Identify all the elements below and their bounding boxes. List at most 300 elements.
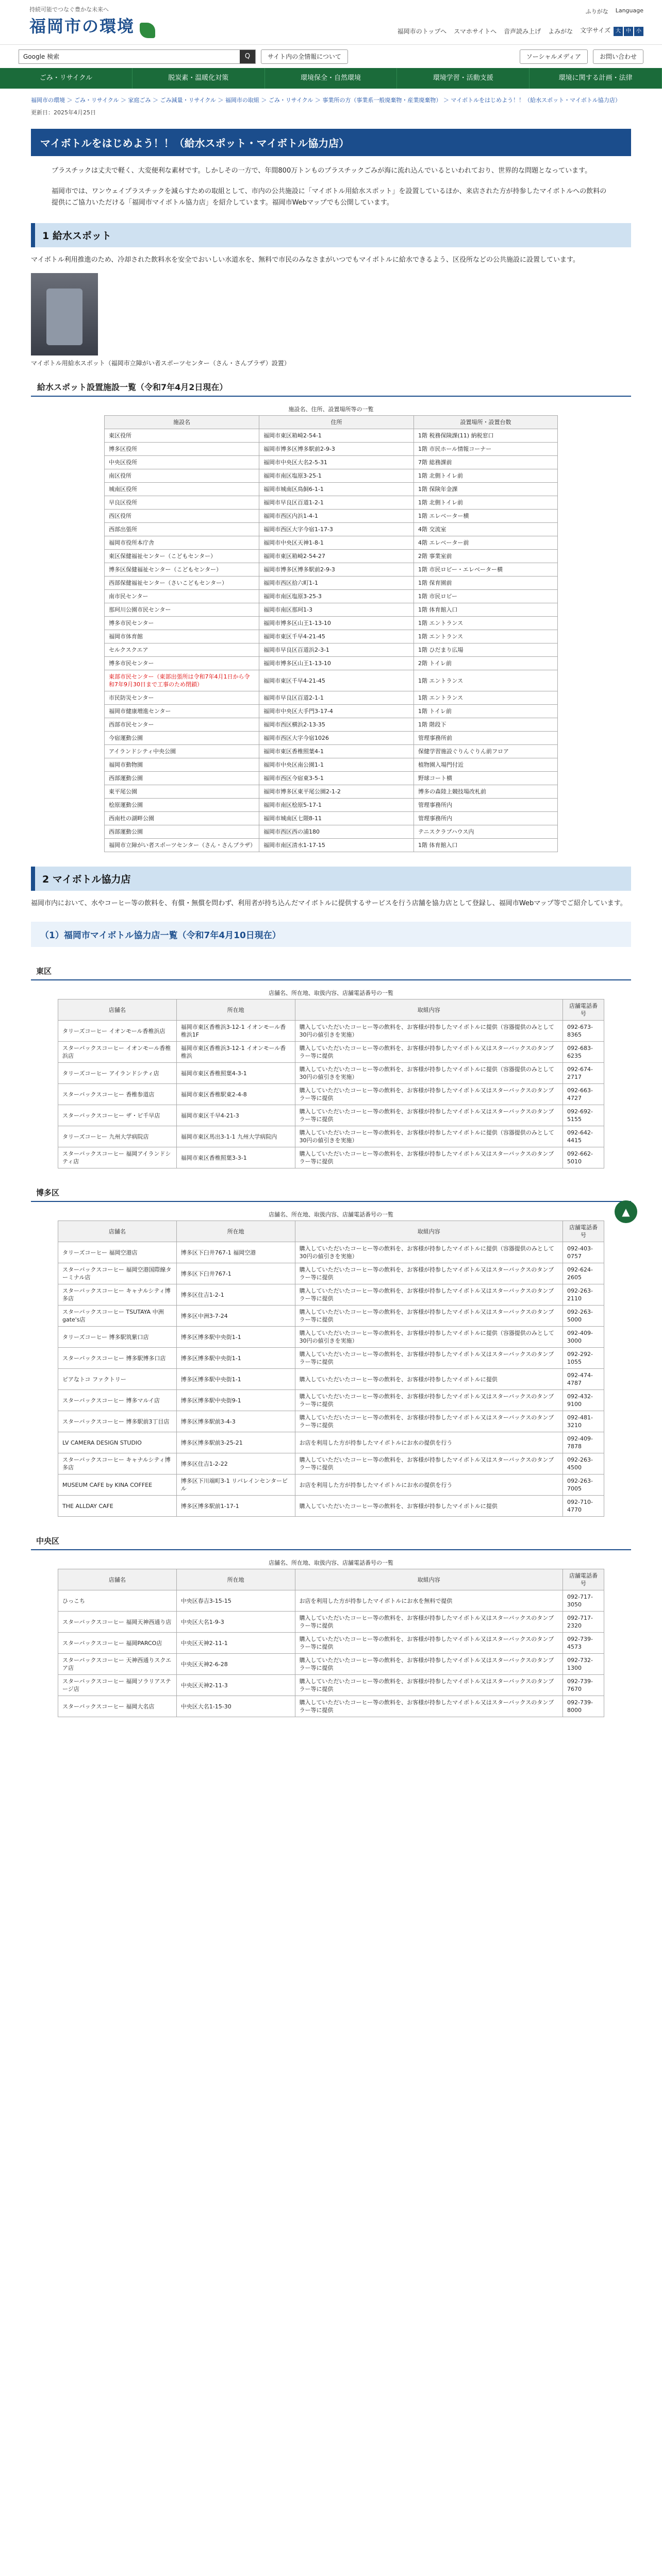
lead-paragraph-1: プラスチックは丈夫で軽く、大変便利な素材です。しかしその一方で、年間800万トンものプラスチックごみが海に流れ込んでいるといわれており、世界的な問題となっています。 <box>52 167 592 175</box>
table-cell: スターバックスコーヒー 博多駅前3丁目店 <box>58 1411 177 1432</box>
table-cell: 092-263-4500 <box>563 1453 604 1475</box>
table-header: 住所 <box>259 416 414 429</box>
table-cell: 保健学習施設ぐりんぐりん前フロア <box>414 745 558 758</box>
table-cell: 福岡市役所本庁舎 <box>105 536 259 550</box>
table-cell: 1階 エレベーター横 <box>414 510 558 523</box>
table-cell: スターバックスコーヒー 福岡ソラリアステージ店 <box>58 1675 177 1696</box>
table-cell: 中央区春吉3-15-15 <box>176 1590 295 1612</box>
shops-table-caption: 店舗名、所在地、取扱内容、店舗電話番号の一覧 <box>269 990 393 996</box>
table-row <box>105 657 558 670</box>
table-cell: スターバックスコーヒー 天神西通りスクエア店 <box>58 1654 177 1675</box>
table-cell: 今宿運動公園 <box>105 732 259 745</box>
table-cell: 092-409-7878 <box>563 1432 604 1453</box>
table-cell: 福岡市博多区山王1-13-10 <box>259 617 414 630</box>
table-row <box>105 590 558 603</box>
nav-item-learning[interactable]: 環境学習・活動支援 <box>397 68 529 89</box>
table-cell: 購入していただいたコーヒー等の飲料を、お客様が持参したマイボトルに提供（容器提供のみとして30円の値引きを実施） <box>295 1063 562 1084</box>
table-row <box>58 1021 604 1042</box>
table-cell: 福岡市東区箱崎2-54-1 <box>259 429 414 443</box>
table-row <box>58 1242 604 1263</box>
table-row <box>105 563 558 577</box>
table-row <box>58 1284 604 1306</box>
table-cell: 福岡市西区内浜1-4-1 <box>259 510 414 523</box>
table-cell: 1階 税務保険課(11) 納税窓口 <box>414 429 558 443</box>
table-cell: 1階 エントランス <box>414 617 558 630</box>
table-cell: スターバックスコーヒー 福岡大名店 <box>58 1696 177 1717</box>
table-cell: 購入していただいたコーヒー等の飲料を、お客様が持参したマイボトル又はスターバックスのタンブラー等に提供 <box>295 1453 562 1475</box>
table-header: 所在地 <box>176 1221 295 1242</box>
table-row <box>105 469 558 483</box>
district-heading: 博多区 <box>31 1184 631 1202</box>
table-cell: スターバックスコーヒー 福岡アイランドシティ店 <box>58 1147 177 1168</box>
table-cell: 東区保健福祉センター（こどもセンター） <box>105 550 259 563</box>
sitemap-link[interactable]: サイト内の全情報について <box>261 49 348 64</box>
table-cell: 福岡市中央区天神1-8-1 <box>259 536 414 550</box>
table-cell: 福岡市動物園 <box>105 758 259 772</box>
shops-table-caption: 店舗名、所在地、取扱内容、店舗電話番号の一覧 <box>269 1211 393 1218</box>
table-cell: 福岡市東区箱崎2-54-27 <box>259 550 414 563</box>
nav-item-garbage[interactable]: ごみ・リサイクル <box>0 68 133 89</box>
table-cell: 購入していただいたコーヒー等の飲料を、お客様が持参したマイボトルに提供 <box>295 1496 562 1517</box>
table-cell: 福岡市東区香椎照葉4-3-1 <box>176 1063 295 1084</box>
table-row <box>58 1590 604 1612</box>
table-cell: 福岡市南区清水1-17-15 <box>259 839 414 852</box>
table-cell: 西南杜の湖畔公園 <box>105 812 259 825</box>
table-header: 所在地 <box>176 999 295 1021</box>
table-cell: 博多区中洲3-7-24 <box>176 1306 295 1327</box>
smartphone-link[interactable]: スマホサイトへ <box>454 27 497 35</box>
table-header: 取組内容 <box>295 1221 562 1242</box>
table-cell: スターバックスコーヒー TSUTAYA 中洲gate's店 <box>58 1306 177 1327</box>
cooperating-shops-subtitle: （1）福岡市マイボトル協力店一覧（令和7年4月10日現在） <box>31 922 631 947</box>
table-row <box>58 1612 604 1633</box>
table-cell: 福岡市博多区博多駅前2-9-3 <box>259 563 414 577</box>
table-cell: 1階 エントランス <box>414 691 558 705</box>
water-spot-desc: マイボトル利用推進のため、冷却された飲料水を安全でおいしい水道水を、無料で市民のみなさまがいつでもマイボトルに給水できるよう、区役所などの公共施設に設置しています。 <box>31 256 580 264</box>
table-cell: 博多区役所 <box>105 443 259 456</box>
table-cell: 博多区博多駅中央街1-1 <box>176 1348 295 1369</box>
table-cell: 092-717-2320 <box>563 1612 604 1633</box>
table-cell: 092-739-4573 <box>563 1633 604 1654</box>
table-cell: 福岡市南区塩原3-25-3 <box>259 590 414 603</box>
table-cell: 福岡市健康増進センター <box>105 705 259 718</box>
nav-item-conservation[interactable]: 環境保全・自然環境 <box>265 68 398 89</box>
table-row <box>58 1348 604 1369</box>
site-tagline: 持続可能でつなぐ豊かな未来へ <box>29 6 109 13</box>
table-cell: 購入していただいたコーヒー等の飲料を、お客様が持参したマイボトル又はスターバックスのタンブラー等に提供 <box>295 1147 562 1168</box>
table-row <box>58 1633 604 1654</box>
table-cell: 購入していただいたコーヒー等の飲料を、お客様が持参したマイボトルに提供（容器提供のみとして30円の値引きを実施） <box>295 1242 562 1263</box>
table-row <box>58 1496 604 1517</box>
table-cell: 092-263-7005 <box>563 1475 604 1496</box>
table-cell: 福岡市中央区南公園1-1 <box>259 758 414 772</box>
table-cell: スターバックスコーヒー キャナルシティ博多店 <box>58 1453 177 1475</box>
shops-table-caption: 店舗名、所在地、取扱内容、店舗電話番号の一覧 <box>269 1560 393 1566</box>
table-header-row <box>58 1221 604 1242</box>
search-row <box>0 44 662 68</box>
cooperating-shops-desc: 福岡市内において、水やコーヒー等の飲料を、有償・無償を問わず、利用者が持ち込んだマイボトルに提供するサービスを行う店舗を協力店として登録し、福岡市Webマップ等でご紹介しています。 <box>31 900 627 907</box>
table-cell: 博多区保健福祉センター（こどもセンター） <box>105 563 259 577</box>
table-cell: 購入していただいたコーヒー等の飲料を、お客様が持参したマイボトル又はスターバックスのタンブラー等に提供 <box>295 1654 562 1675</box>
table-cell: スターバックスコーヒー キャナルシティ博多店 <box>58 1284 177 1306</box>
table-cell: 桧原運動公園 <box>105 799 259 812</box>
table-cell: 092-642-4415 <box>563 1126 604 1147</box>
table-row <box>105 550 558 563</box>
font-size-medium-button[interactable]: 中 <box>624 27 633 36</box>
table-row <box>58 1696 604 1717</box>
table-row <box>105 799 558 812</box>
table-cell: 博多市民センター <box>105 617 259 630</box>
table-cell: 福岡市中央区大手門3-17-4 <box>259 705 414 718</box>
nav-item-plans[interactable]: 環境に関する計画・法律 <box>529 68 662 89</box>
table-header-row <box>58 999 604 1021</box>
table-cell: 福岡市早良区百道浜2-3-1 <box>259 643 414 657</box>
table-cell: 管理事務所内 <box>414 799 558 812</box>
table-cell: 購入していただいたコーヒー等の飲料を、お客様が持参したマイボトルに提供（容器提供のみとして30円の値引きを実施） <box>295 1327 562 1348</box>
table-header: 店舗電話番号 <box>563 1221 604 1242</box>
table-row <box>105 705 558 718</box>
search-placeholder: Google 検索 <box>23 53 60 60</box>
table-cell: 092-683-6235 <box>563 1042 604 1063</box>
table-cell: 福岡市城南区七隈8-11 <box>259 812 414 825</box>
table-cell: 092-662-5010 <box>563 1147 604 1168</box>
table-cell: お店を利用した方が持参したマイボトルにお水を無料で提供 <box>295 1590 562 1612</box>
table-row <box>105 670 558 691</box>
table-cell: 092-263-5000 <box>563 1306 604 1327</box>
table-cell: 092-673-8365 <box>563 1021 604 1042</box>
table-cell: 福岡市東区香椎駅東2-4-8 <box>176 1084 295 1105</box>
table-row <box>105 758 558 772</box>
table-cell: 福岡市南区那珂1-3 <box>259 603 414 617</box>
table-cell: 2階 事業室前 <box>414 550 558 563</box>
table-cell: 博多区博多駅中央街1-1 <box>176 1327 295 1348</box>
table-cell: お店を利用した方が持参したマイボトルにお水の提供を行う <box>295 1432 562 1453</box>
table-cell: 購入していただいたコーヒー等の飲料を、お客様が持参したマイボトル又はスターバックスのタンブラー等に提供 <box>295 1263 562 1284</box>
font-size-small-button[interactable]: 小 <box>634 27 643 36</box>
table-cell: 福岡市博多区山王1-13-10 <box>259 657 414 670</box>
table-cell: 管理事務所内 <box>414 812 558 825</box>
table-cell: 早良区役所 <box>105 496 259 510</box>
table-cell: 4階 エレベーター前 <box>414 536 558 550</box>
table-cell: 福岡市中央区大名2-5-31 <box>259 456 414 469</box>
search-input[interactable] <box>19 49 256 64</box>
table-cell: 購入していただいたコーヒー等の飲料を、お客様が持参したマイボトル又はスターバックスのタンブラー等に提供 <box>295 1284 562 1306</box>
table-cell: 南区役所 <box>105 469 259 483</box>
water-spot-table <box>104 405 558 852</box>
furigana-link[interactable]: ふりがな <box>585 8 608 15</box>
table-row <box>58 1042 604 1063</box>
table-row <box>58 1390 604 1411</box>
table-cell: 管理事務所前 <box>414 732 558 745</box>
table-cell: 092-663-4727 <box>563 1084 604 1105</box>
table-cell: ひっこち <box>58 1590 177 1612</box>
section-heading-water-spot: 1 給水スポット <box>31 223 631 247</box>
water-spot-photo <box>31 273 98 355</box>
table-cell: 那珂川公園市民センター <box>105 603 259 617</box>
table-cell: 博多区住吉1-2-22 <box>176 1453 295 1475</box>
table-row <box>105 536 558 550</box>
table-row <box>105 630 558 643</box>
table-row <box>58 1475 604 1496</box>
table-row <box>105 643 558 657</box>
table-row <box>105 772 558 785</box>
table-header: 店舗名 <box>58 999 177 1021</box>
table-cell: 1階 市民ロビー・エレベーター横 <box>414 563 558 577</box>
table-row <box>58 1306 604 1327</box>
table-cell: 福岡市博多区東平尾公園2-1-2 <box>259 785 414 799</box>
table-cell: スターバックスコーヒー 香椎参道店 <box>58 1084 177 1105</box>
social-media-link[interactable]: ソーシャルメディア <box>520 49 588 64</box>
table-cell: 野球コート横 <box>414 772 558 785</box>
table-cell: 7階 総務課前 <box>414 456 558 469</box>
table-cell: スターバックスコーヒー 福岡空港国際線ターミナル店 <box>58 1263 177 1284</box>
language-link[interactable]: Language <box>615 7 643 14</box>
table-cell: 購入していただいたコーヒー等の飲料を、お客様が持参したマイボトル又はスターバックスのタンブラー等に提供 <box>295 1675 562 1696</box>
header-links <box>398 26 643 36</box>
table-cell: 博多区下川端町3-1 リバレインセンタービル <box>176 1475 295 1496</box>
table-cell: 1階 北側トイレ前 <box>414 496 558 510</box>
table-cell: 福岡市西区今宿東3-5-1 <box>259 772 414 785</box>
global-nav <box>0 68 662 89</box>
table-cell: 購入していただいたコーヒー等の飲料を、お客様が持参したマイボトルに提供 <box>295 1369 562 1390</box>
table-row <box>58 1654 604 1675</box>
table-cell: 福岡市西区西の浦180 <box>259 825 414 839</box>
table-row <box>105 456 558 469</box>
table-cell: タリーズコーヒー 九州大学病院店 <box>58 1126 177 1147</box>
table-cell: 福岡市西区大字今宿1-17-3 <box>259 523 414 536</box>
table-cell: 092-432-9100 <box>563 1390 604 1411</box>
table-cell: 福岡市西区横浜2-13-35 <box>259 718 414 732</box>
table-cell: 福岡市西区拾六町1-1 <box>259 577 414 590</box>
table-row <box>58 1126 604 1147</box>
site-logo[interactable] <box>29 5 155 38</box>
cooperating-shops-table <box>58 1210 604 1517</box>
table-cell: 東区役所 <box>105 429 259 443</box>
table-header: 店舗電話番号 <box>563 999 604 1021</box>
table-cell: 東平尾公園 <box>105 785 259 799</box>
table-cell: 092-474-4787 <box>563 1369 604 1390</box>
table-cell: 市民防災センター <box>105 691 259 705</box>
table-cell: タリーズコーヒー 博多駅筑紫口店 <box>58 1327 177 1348</box>
table-cell: THE ALLDAY CAFE <box>58 1496 177 1517</box>
table-row <box>58 1432 604 1453</box>
page-title: マイボトルをはじめよう！！（給水スポット・マイボトル協力店） <box>31 129 631 156</box>
table-cell: 092-692-5155 <box>563 1105 604 1126</box>
table-cell: 1階 保険年金課 <box>414 483 558 496</box>
table-cell: ピアなトコ ファクトリー <box>58 1369 177 1390</box>
table-row <box>105 691 558 705</box>
table-row <box>105 718 558 732</box>
table-cell: 092-263-2110 <box>563 1284 604 1306</box>
table-row <box>58 1675 604 1696</box>
table-row <box>105 839 558 852</box>
table-cell: タリーズコーヒー アイランドシティ店 <box>58 1063 177 1084</box>
table-cell: 1階 エントランス <box>414 670 558 691</box>
table-row <box>58 1453 604 1475</box>
table-header: 店舗名 <box>58 1569 177 1590</box>
table-row <box>58 1263 604 1284</box>
table-row <box>105 510 558 523</box>
district-heading: 中央区 <box>31 1532 631 1550</box>
read-aloud-link[interactable]: 音声読み上げ <box>504 27 541 35</box>
table-row <box>105 577 558 590</box>
table-row <box>105 745 558 758</box>
table-cell: 1階 体育館入口 <box>414 839 558 852</box>
table-cell: 植物園入場門付近 <box>414 758 558 772</box>
table-cell: MUSEUM CAFE by KINA COFFEE <box>58 1475 177 1496</box>
table-row <box>58 1369 604 1390</box>
table-header: 施設名 <box>105 416 259 429</box>
font-size-label: 文字サイズ <box>580 27 611 34</box>
table-row <box>58 1084 604 1105</box>
table-row <box>105 496 558 510</box>
table-cell: 東部市民センター（東部出張所は令和7年4月1日から令和7年9月30日まで工事のため閉鎖） <box>105 670 259 691</box>
inquiry-link[interactable]: お問い合わせ <box>593 49 643 64</box>
table-cell: 購入していただいたコーヒー等の飲料を、お客様が持参したマイボトルに提供（容器提供のみとして30円の値引きを実施） <box>295 1126 562 1147</box>
table-row <box>105 603 558 617</box>
updated-date: 更新日：2025年4月25日 <box>31 109 96 116</box>
table-cell: セルクスクエア <box>105 643 259 657</box>
table-row <box>105 825 558 839</box>
table-cell: 福岡市城南区鳥飼6-1-1 <box>259 483 414 496</box>
table-cell: 1階 保育園前 <box>414 577 558 590</box>
cooperating-shops-table <box>58 989 604 1168</box>
table-row <box>58 1063 604 1084</box>
yomigana-link[interactable]: よみがな <box>548 27 573 35</box>
table-cell: 1階 市民ロビー <box>414 590 558 603</box>
table-cell: 福岡市東区香椎照葉4-1 <box>259 745 414 758</box>
table-cell: 092-624-2605 <box>563 1263 604 1284</box>
table-header: 所在地 <box>176 1569 295 1590</box>
table-cell: 1階 体育館入口 <box>414 603 558 617</box>
table-cell: 博多区下臼井767-1 <box>176 1263 295 1284</box>
table-cell: 092-292-1055 <box>563 1348 604 1369</box>
table-header: 設置場所・設置台数 <box>414 416 558 429</box>
table-cell: 南市民センター <box>105 590 259 603</box>
table-row <box>105 443 558 456</box>
table-row <box>58 1327 604 1348</box>
table-cell: 購入していただいたコーヒー等の飲料を、お客様が持参したマイボトルに提供（容器提供のみとして30円の値引きを実施） <box>295 1021 562 1042</box>
table-header: 取組内容 <box>295 999 562 1021</box>
search-icon[interactable]: Q <box>240 50 255 63</box>
table-row <box>105 785 558 799</box>
table-cell: スターバックスコーヒー 福岡PARCO店 <box>58 1633 177 1654</box>
main-content <box>0 165 662 1717</box>
section-heading-cooperating-shops: 2 マイボトル協力店 <box>31 867 631 891</box>
table-cell: スターバックスコーヒー イオンモール香椎浜店 <box>58 1042 177 1063</box>
table-cell: 博多の森陸上競技場改札前 <box>414 785 558 799</box>
table-cell: 福岡市博多区博多駅前2-9-3 <box>259 443 414 456</box>
table-cell: 購入していただいたコーヒー等の飲料を、お客様が持参したマイボトル又はスターバックスのタンブラー等に提供 <box>295 1042 562 1063</box>
table-cell: 博多区博多駅中央街1-1 <box>176 1369 295 1390</box>
table-cell: 092-739-7670 <box>563 1675 604 1696</box>
table-cell: スターバックスコーヒー 博多マルイ店 <box>58 1390 177 1411</box>
table-cell: 博多区住吉1-2-1 <box>176 1284 295 1306</box>
table-header: 取組内容 <box>295 1569 562 1590</box>
table-cell: 中央区天神2-6-28 <box>176 1654 295 1675</box>
page-top-button[interactable]: ▲ <box>615 1200 637 1223</box>
table-cell: スターバックスコーヒー ザ・ビ千早店 <box>58 1105 177 1126</box>
table-cell: 博多区下臼井767-1 福岡空港 <box>176 1242 295 1263</box>
table-cell: 福岡市東区香椎浜3-12-1 イオンモール香椎浜 <box>176 1042 295 1063</box>
table-row <box>105 617 558 630</box>
table-row <box>105 429 558 443</box>
table-cell: 福岡市早良区百道1-2-1 <box>259 496 414 510</box>
table-cell: 博多区博多駅前1-17-1 <box>176 1496 295 1517</box>
table-cell: 購入していただいたコーヒー等の飲料を、お客様が持参したマイボトル又はスターバックスのタンブラー等に提供 <box>295 1633 562 1654</box>
table-cell: 2階 トイレ前 <box>414 657 558 670</box>
table-header-row <box>58 1569 604 1590</box>
table-row <box>105 812 558 825</box>
table-cell: 1階 ひだまり広場 <box>414 643 558 657</box>
table-cell: 中央区天神2-11-1 <box>176 1633 295 1654</box>
table-row <box>105 732 558 745</box>
water-spot-caption: マイボトル用給水スポット（福岡市立障がい者スポーツセンター（さん・さんプラザ）設置） <box>31 360 290 367</box>
table-cell: 1階 階段下 <box>414 718 558 732</box>
table-cell: 092-717-3050 <box>563 1590 604 1612</box>
table-cell: 中央区天神2-11-3 <box>176 1675 295 1696</box>
water-spot-table-title: 給水スポット設置施設一覧（令和7年4月2日現在） <box>31 378 631 397</box>
table-cell: 西区役所 <box>105 510 259 523</box>
table-cell: 購入していただいたコーヒー等の飲料を、お客様が持参したマイボトル又はスターバックスのタンブラー等に提供 <box>295 1390 562 1411</box>
table-cell: 西部保健福祉センター（さいこどもセンター） <box>105 577 259 590</box>
table-cell: 中央区大名1-9-3 <box>176 1612 295 1633</box>
table-cell: タリーズコーヒー イオンモール香椎浜店 <box>58 1021 177 1042</box>
table-cell: 福岡市立障がい者スポーツセンター（さん・さんプラザ） <box>105 839 259 852</box>
site-header <box>0 0 662 44</box>
table-cell: 福岡市東区千早4-21-45 <box>259 670 414 691</box>
table-cell: 西部運動公園 <box>105 772 259 785</box>
table-cell: 購入していただいたコーヒー等の飲料を、お客様が持参したマイボトル又はスターバックスのタンブラー等に提供 <box>295 1105 562 1126</box>
table-cell: 博多区博多駅前3-25-21 <box>176 1432 295 1453</box>
table-cell: 中央区役所 <box>105 456 259 469</box>
leaf-logo-icon <box>140 23 155 38</box>
site-name: 福岡市の環境 <box>29 16 135 36</box>
cooperating-shops-table <box>58 1558 604 1717</box>
table-cell: 博多区博多駅中央街9-1 <box>176 1390 295 1411</box>
table-cell: 福岡市東区千早4-21-45 <box>259 630 414 643</box>
table-cell: 西部出張所 <box>105 523 259 536</box>
table-cell: 福岡市東区千早4-21-3 <box>176 1105 295 1126</box>
city-top-link[interactable]: 福岡市のトップへ <box>397 27 447 35</box>
table-cell: スターバックスコーヒー 福岡天神西通り店 <box>58 1612 177 1633</box>
table-cell: 購入していただいたコーヒー等の飲料を、お客様が持参したマイボトル又はスターバックスのタンブラー等に提供 <box>295 1084 562 1105</box>
table-cell: 1階 市民ホール情報コーナー <box>414 443 558 456</box>
nav-item-decarbonization[interactable]: 脱炭素・温暖化対策 <box>133 68 265 89</box>
table-cell: 福岡市西区大字今宿1026 <box>259 732 414 745</box>
table-cell: タリーズコーヒー 福岡空港店 <box>58 1242 177 1263</box>
table-cell: 福岡市早良区百道2-1-1 <box>259 691 414 705</box>
breadcrumb[interactable]: 福岡市の環境 ＞ ごみ・リサイクル ＞ 家庭ごみ ＞ ごみ減量・リサイクル ＞ 福岡市の取組 ＞ ごみ・リサイクル ＞ 事業所の方（事業系一般廃棄物・産業廃棄物） ＞ マイボトルをはじめよう！！（給水スポット・マイボトル協力店） <box>31 97 621 104</box>
table-cell: 購入していただいたコーヒー等の飲料を、お客様が持参したマイボトル又はスターバックスのタンブラー等に提供 <box>295 1306 562 1327</box>
table-cell: 城南区役所 <box>105 483 259 496</box>
table-cell: 092-739-8000 <box>563 1696 604 1717</box>
table-cell: 福岡市東区香椎照葉3-3-1 <box>176 1147 295 1168</box>
table-row <box>58 1105 604 1126</box>
table-cell: 4階 交流室 <box>414 523 558 536</box>
table-cell: 1階 トイレ前 <box>414 705 558 718</box>
table-cell: 092-732-1300 <box>563 1654 604 1675</box>
table-cell: 1階 エントランス <box>414 630 558 643</box>
table-cell: 博多市民センター <box>105 657 259 670</box>
font-size-large-button[interactable]: 大 <box>614 27 623 36</box>
table-cell: LV CAMERA DESIGN STUDIO <box>58 1432 177 1453</box>
table-header: 店舗名 <box>58 1221 177 1242</box>
table-cell: 博多区博多駅前3-4-3 <box>176 1411 295 1432</box>
table-row <box>58 1147 604 1168</box>
table-cell: 西部市民センター <box>105 718 259 732</box>
table-cell: 西部運動公園 <box>105 825 259 839</box>
